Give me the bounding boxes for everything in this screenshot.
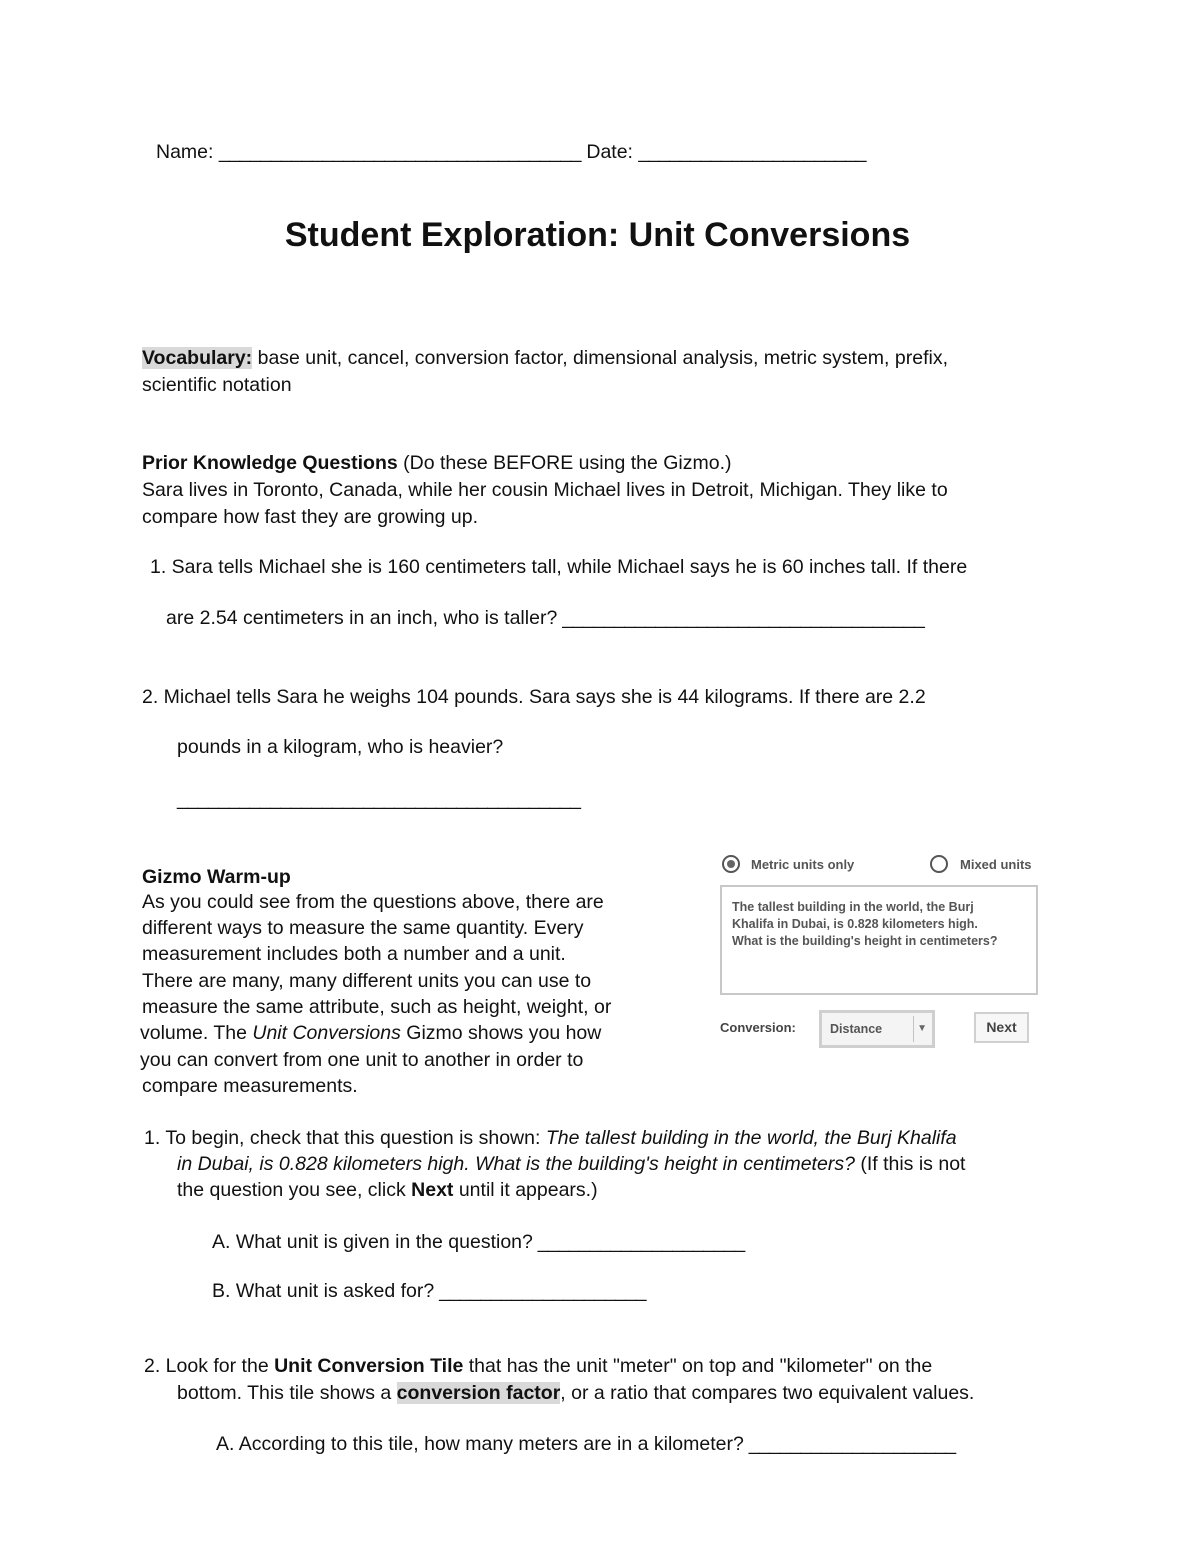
gizmo-question-box [720, 885, 1038, 995]
q1-line-1-italic: The tallest building in the world, the Burj Khalifa [545, 1127, 957, 1149]
radio-mixed-label: Mixed units [960, 857, 1032, 872]
q1-line-2 [177, 1151, 965, 1178]
next-button[interactable]: Next [974, 1012, 1029, 1043]
q2-line-1-post: that has the unit "meter" on top and "kilometer" on the [463, 1355, 933, 1377]
vocabulary-line-1 [142, 345, 948, 372]
warmup-line-5: measure the same attribute, such as height, weight, or [142, 996, 612, 1018]
q2-conversion-factor-bold: conversion factor [396, 1382, 561, 1404]
gizmo-question-line-3: What is the building's height in centimeters? [732, 934, 998, 948]
q1-line-3-post: until it appears.) [453, 1179, 598, 1201]
q1b-line [212, 1278, 646, 1305]
q1-next-bold: Next [411, 1179, 454, 1201]
prior-q2-line-1: 2. Michael tells Sara he weighs 104 pounds. Sara says she is 44 kilograms. If there are 2.2 [142, 686, 926, 708]
q1-line-2-italic: in Dubai, is 0.828 kilometers high. What is the building's height in centimeters? [177, 1153, 855, 1175]
conversion-label: Conversion: [720, 1020, 796, 1035]
warmup-line-4: There are many, many different units you can use to [142, 970, 592, 992]
q1-line-3 [177, 1177, 598, 1204]
q1b-text: B. What unit is asked for? [212, 1280, 435, 1302]
prior-knowledge-heading-line [142, 450, 732, 477]
q2a-text: A. According to this tile, how many meters are in a kilometer? [216, 1433, 744, 1455]
q2-line-2-pre: bottom. This tile shows a [177, 1382, 397, 1404]
warmup-line-6 [140, 1020, 601, 1047]
vocabulary-label: Vocabulary: [142, 347, 253, 369]
page-title: Student Exploration: Unit Conversions [284, 216, 911, 254]
warmup-line-8: compare measurements. [142, 1075, 358, 1097]
vocabulary-terms-1: base unit, cancel, conversion factor, dimensional analysis, metric system, prefix, [252, 347, 948, 369]
warmup-line-1: As you could see from the questions above, there are [142, 891, 604, 913]
conversion-select[interactable] [819, 1010, 935, 1048]
prior-q1-answer-blank[interactable]: ___________________________________ [557, 607, 925, 629]
prior-q2-answer-blank[interactable]: _______________________________________ [177, 788, 581, 810]
prior-knowledge-heading: Prior Knowledge Questions [142, 452, 398, 474]
date-blank[interactable]: ______________________ [638, 141, 866, 163]
name-blank[interactable]: ___________________________________ [218, 141, 581, 163]
warmup-line-7: you can convert from one unit to another in order to [140, 1049, 584, 1071]
gizmo-name: Unit Conversions [252, 1022, 401, 1044]
q1-line-1 [144, 1125, 957, 1152]
warmup-line-6-pre: volume. The [140, 1022, 253, 1044]
radio-metric-units[interactable] [722, 855, 740, 873]
warmup-heading-text: Gizmo Warm-up [142, 866, 291, 888]
chevron-down-icon: ▼ [917, 1023, 927, 1034]
warmup-line-2: different ways to measure the same quantity. Every [142, 917, 584, 939]
prior-knowledge-intro-2: compare how fast they are growing up. [142, 506, 479, 528]
q1-line-3-pre: the question you see, click [177, 1179, 412, 1201]
radio-metric-label: Metric units only [751, 857, 855, 872]
radio-selected-dot [727, 860, 735, 868]
prior-q1-line-2 [166, 605, 924, 632]
date-label: Date: [586, 141, 633, 163]
radio-mixed-units[interactable] [930, 855, 948, 873]
select-divider [913, 1016, 914, 1042]
name-date-line [156, 139, 866, 166]
prior-q1-line-1: 1. Sara tells Michael she is 160 centimeters tall, while Michael says he is 60 inches tall. If there [150, 556, 968, 578]
gizmo-question-line-2: Khalifa in Dubai, is 0.828 kilometers high. [732, 917, 978, 931]
q2-tile-bold: Unit Conversion Tile [274, 1355, 464, 1377]
q1a-line [212, 1229, 745, 1256]
q2-line-2-post: , or a ratio that compares two equivalent values. [560, 1382, 975, 1404]
warmup-line-3: measurement includes both a number and a unit. [142, 943, 566, 965]
q1-line-1-pre: 1. To begin, check that this question is shown: [144, 1127, 546, 1149]
q2-line-2 [177, 1380, 974, 1407]
q1b-answer-blank[interactable]: ____________________ [434, 1280, 647, 1302]
q2-line-1 [144, 1353, 932, 1380]
gizmo-question-line-1: The tallest building in the world, the Burj [732, 900, 974, 914]
prior-q2-line-2: pounds in a kilogram, who is heavier? [177, 736, 504, 758]
q2a-answer-blank[interactable]: ____________________ [743, 1433, 956, 1455]
prior-q1-text: are 2.54 centimeters in an inch, who is taller? [166, 607, 558, 629]
warmup-line-6-post: Gizmo shows you how [400, 1022, 602, 1044]
q1a-answer-blank[interactable]: ____________________ [532, 1231, 745, 1253]
vocabulary-terms-2: scientific notation [142, 374, 292, 396]
conversion-select-value: Distance [830, 1022, 883, 1036]
q2a-line [216, 1431, 956, 1458]
q2-line-1-pre: 2. Look for the [144, 1355, 275, 1377]
prior-knowledge-intro-1: Sara lives in Toronto, Canada, while her cousin Michael lives in Detroit, Michigan. They like to [142, 479, 948, 501]
q1a-text: A. What unit is given in the question? [212, 1231, 533, 1253]
q1-line-2-post: (If this is not [854, 1153, 966, 1175]
warmup-heading [142, 864, 291, 891]
gizmo-panel [718, 848, 1048, 1053]
prior-knowledge-note: (Do these BEFORE using the Gizmo.) [397, 452, 732, 474]
name-label: Name: [156, 141, 214, 163]
